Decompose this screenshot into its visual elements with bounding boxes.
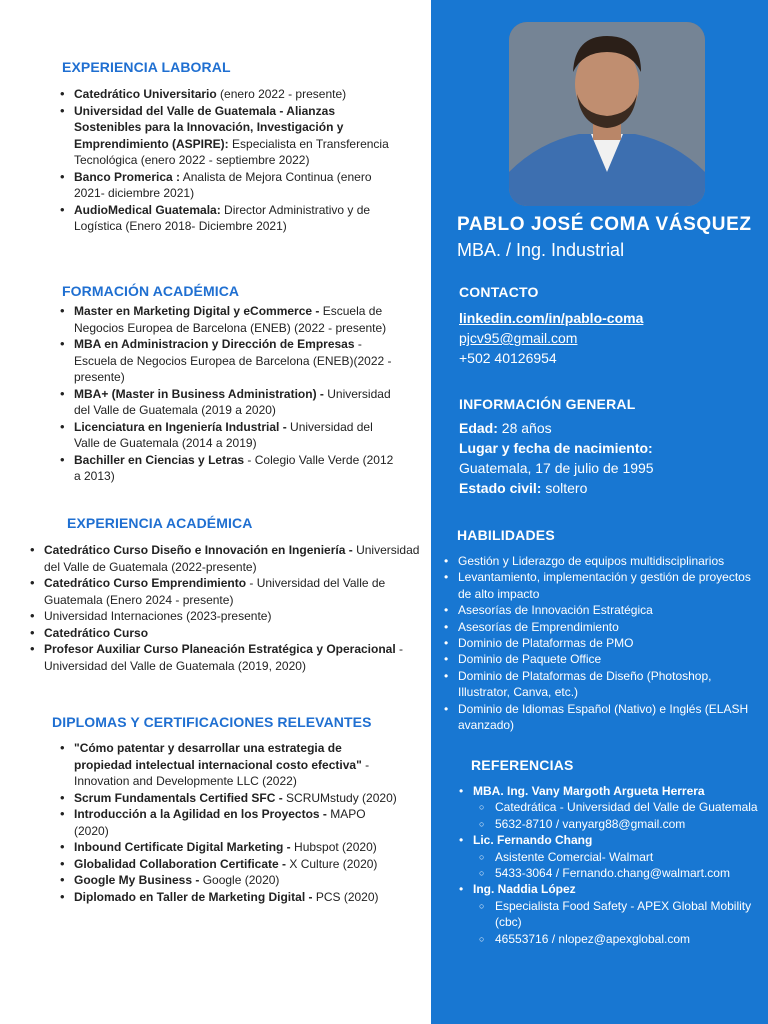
item-text: Especialista en Transferencia Tecnológica (enero 2022 - septiembre 2022) — [74, 136, 389, 167]
referencia-detail: ○ 5632-8710 / vanyarg88@gmail.com — [473, 816, 759, 832]
lugar-label — [459, 438, 653, 458]
edad-line — [459, 418, 552, 438]
section-title-experiencia-laboral: EXPERIENCIA LABORAL — [62, 59, 231, 75]
referencia-name: Ing. Naddia López — [473, 882, 576, 897]
referencias-title: REFERENCIAS — [471, 757, 574, 773]
referencia-item — [459, 881, 759, 947]
referencia-name: MBA. Ing. Vany Margoth Argueta Herrera — [473, 784, 705, 798]
referencia-name: Lic. Fernando Chang — [473, 833, 593, 848]
section-title-formacion: FORMACIÓN ACADÉMICA — [62, 283, 240, 299]
referencia-item — [459, 832, 759, 881]
email-link[interactable] — [459, 328, 577, 348]
item-bold-text: Inbound Certificate Digital Marketing - — [74, 840, 291, 854]
exp-academica-item — [30, 608, 420, 625]
item-bold-text: MBA+ (Master in Business Administration) - — [74, 386, 324, 401]
email-text[interactable]: pjcv95@gmail.com — [459, 330, 578, 346]
section-title-exp-academica: EXPERIENCIA ACADÉMICA — [67, 515, 253, 531]
formacion-item — [60, 419, 400, 452]
referencia-details — [473, 898, 759, 947]
referencia-detail: ○ Asistente Comercial- Walmart — [473, 849, 759, 865]
item-bold-text: MBA en Administracion y Dirección de Empresas — [74, 337, 355, 351]
habilidad-item: • Asesorías de Emprendimiento — [444, 619, 760, 635]
habilidades-title: HABILIDADES — [457, 527, 555, 543]
civil-label: Estado civil: — [459, 480, 542, 496]
portrait-image — [509, 22, 705, 206]
item-bold-text: Master en Marketing Digital y eCommerce - — [74, 304, 320, 318]
referencia-details — [473, 849, 759, 882]
referencia-details — [473, 799, 759, 832]
exp-academica-item — [30, 575, 420, 608]
item-text: MAPO (2020) — [74, 807, 366, 838]
info-title: INFORMACIÓN GENERAL — [459, 396, 636, 412]
contacto-title: CONTACTO — [459, 284, 539, 300]
diplomas-list — [60, 740, 400, 905]
item-text: Universidad del Valle de Guatemala (2014 a 2019) — [74, 419, 373, 450]
diplomas-item — [60, 790, 400, 807]
habilidad-item: • Levantamiento, implementación y gestión de proyectos de alto impacto — [444, 569, 760, 602]
item-text: Hubspot (2020) — [290, 840, 377, 854]
right-panel — [431, 0, 768, 1024]
formacion-list — [60, 303, 400, 485]
referencia-item — [459, 783, 759, 832]
diplomas-item — [60, 806, 400, 839]
item-text: - Universidad del Valle de Guatemala (2019, 2020) — [44, 642, 404, 673]
item-text: - Innovation and Developmente LLC (2022) — [74, 757, 370, 788]
profile-role: MBA. / Ing. Industrial — [457, 240, 625, 260]
referencia-detail: ○ Especialista Food Safety - APEX Global Mobility (cbc) — [473, 898, 759, 931]
item-text: - Colegio Valle Verde (2012 a 2013) — [74, 452, 394, 483]
item-bold-text: Catedrático Universitario — [74, 87, 217, 101]
experiencia-laboral-item — [60, 169, 400, 202]
exp-academica-item — [30, 542, 420, 575]
lugar-value: Guatemala, 17 de julio de 1995 — [459, 460, 654, 476]
habilidad-item: • Dominio de Idiomas Español (Nativo) e Inglés (ELASH avanzado) — [444, 701, 760, 734]
exp-academica-item — [30, 625, 420, 642]
item-bold-text: Profesor Auxiliar Curso Planeación Estratégica y Operacional — [44, 642, 396, 656]
habilidad-item: • Dominio de Paquete Office — [444, 651, 760, 667]
habilidad-item: • Gestión y Liderazgo de equipos multidisciplinarios — [444, 553, 760, 569]
item-bold-text: Licenciatura en Ingeniería Industrial - — [74, 419, 287, 434]
item-text: SCRUMstudy (2020) — [282, 790, 397, 805]
profile-photo — [509, 22, 705, 206]
habilidad-item: • Asesorías de Innovación Estratégica — [444, 602, 760, 618]
diplomas-item — [60, 872, 400, 889]
edad-value: 28 años — [497, 420, 552, 436]
referencia-detail: ○ 5433-3064 / Fernando.chang@walmart.com — [473, 865, 759, 881]
item-text: PCS (2020) — [312, 889, 379, 904]
item-bold-text: Bachiller en Ciencias y Letras — [74, 452, 245, 467]
referencia-detail: ○ Catedrática - Universidad del Valle de Guatemala — [473, 799, 759, 815]
item-text: Universidad del Valle de Guatemala (2019 a 2020) — [74, 386, 391, 417]
formacion-item — [60, 303, 400, 336]
item-bold-text: Catedrático Curso Emprendimiento — [44, 576, 247, 590]
item-text: (enero 2022 - presente) — [216, 87, 347, 101]
item-bold-text: Introducción a la Agilidad en los Proyectos - — [74, 807, 327, 821]
civil-value: soltero — [541, 480, 588, 496]
item-text: Director Administrativo y de Logística (Enero 2018- Diciembre 2021) — [74, 202, 371, 233]
phone-text: +502 40126954 — [459, 350, 557, 366]
linkedin-text[interactable]: linkedin.com/in/pablo-coma — [459, 310, 644, 326]
habilidades-list — [444, 553, 760, 733]
item-text: Escuela de Negocios Europea de Barcelona (ENEB) (2022 - presente) — [74, 304, 387, 335]
item-bold-text: Banco Promerica : — [74, 169, 181, 184]
experiencia-laboral-item — [60, 103, 400, 169]
item-bold-text: Catedrático Curso — [44, 625, 149, 640]
linkedin-link[interactable] — [459, 308, 643, 328]
lugar-label-text: Lugar y fecha de nacimiento: — [459, 440, 653, 456]
item-text: Analista de Mejora Continua (enero 2021- diciembre 2021) — [74, 169, 372, 200]
item-text: Universidad del Valle de Guatemala (2022-presente) — [44, 543, 420, 574]
item-text: X Culture (2020) — [286, 856, 378, 871]
item-bold-text: Diplomado en Taller de Marketing Digital - — [74, 889, 313, 904]
item-bold-text: Scrum Fundamentals Certified SFC - — [74, 790, 283, 805]
item-bold-text: Globalidad Collaboration Certificate - — [74, 856, 287, 871]
habilidad-item: • Dominio de Plataformas de PMO — [444, 635, 760, 651]
experiencia-laboral-item — [60, 86, 400, 103]
exp-academica-item — [30, 641, 420, 674]
item-bold-text: AudioMedical Guatemala: — [74, 202, 221, 217]
item-text: - Universidad del Valle de Guatemala (Enero 2024 - presente) — [44, 576, 386, 607]
item-bold-text: "Cómo patentar y desarrollar una estrategia de propiedad intelectual internacional costo efectiva" — [74, 741, 362, 772]
item-text: Google (2020) — [199, 873, 280, 887]
diplomas-item — [60, 856, 400, 873]
referencia-detail: ○ 46553716 / nlopez@apexglobal.com — [473, 931, 759, 947]
edad-label: Edad: — [459, 420, 498, 436]
formacion-item — [60, 452, 400, 485]
item-text: Universidad Internaciones (2023-presente) — [44, 609, 272, 623]
referencias-list — [459, 783, 759, 947]
item-text: - Escuela de Negocios Europea de Barcelona (ENEB)(2022 - presente) — [74, 337, 392, 384]
experiencia-laboral-item — [60, 202, 400, 235]
item-bold-text: Google My Business - — [74, 873, 200, 887]
exp-academica-list — [30, 542, 420, 674]
section-title-diplomas: DIPLOMAS Y CERTIFICACIONES RELEVANTES — [52, 714, 372, 730]
diplomas-item — [60, 839, 400, 856]
diplomas-item — [60, 889, 400, 906]
civil-line — [459, 478, 587, 498]
formacion-item — [60, 386, 400, 419]
experiencia-laboral-list — [60, 86, 400, 235]
diplomas-item — [60, 740, 400, 790]
item-bold-text: Catedrático Curso Diseño e Innovación en Ingeniería - — [44, 543, 353, 557]
item-bold-text: Universidad del Valle de Guatemala - Alianzas Sostenibles para la Innovación, Investigación y Emprendimiento (ASPIRE): — [74, 103, 344, 151]
habilidad-item: • Dominio de Plataformas de Diseño (Photoshop, Illustrator, Canva, etc.) — [444, 668, 760, 701]
profile-name: PABLO JOSÉ COMA VÁSQUEZ — [457, 214, 752, 235]
formacion-item — [60, 336, 400, 386]
